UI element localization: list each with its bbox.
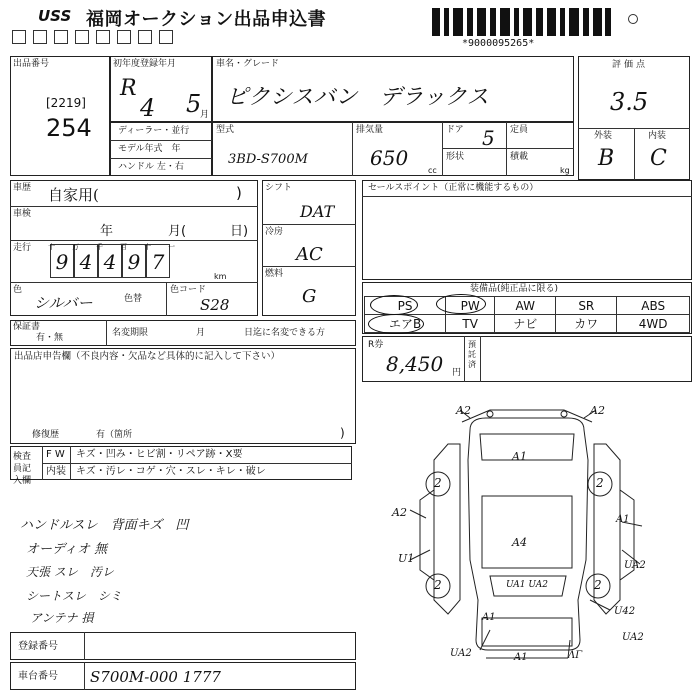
mileage-unit-mark: 十 [144,243,151,251]
damage-mark: UA2 [450,648,472,659]
exterior-grade: B [598,146,615,171]
first-reg-month: 5 [186,90,202,118]
small-box [12,30,26,44]
handle-row: ハンドル 左・右 [118,162,184,172]
recycle-value: 8,450 [386,352,444,376]
color-value: シルバー [34,294,93,312]
damage-mark: U1 [398,552,415,565]
door-value: 5 [482,126,495,150]
repair-value: 有（箇所 [96,430,133,440]
reg-label: 登録番号 [18,641,58,652]
circle-ps [370,295,418,315]
damage-mark: A2 [392,506,407,519]
mileage-digit: 4 [74,244,98,278]
equipment-item: SR [556,297,617,315]
damage-mark: A2 [456,404,471,417]
equipment-item: エアB [365,315,446,333]
car-damage-diagram [390,400,690,668]
inspector-label: 検査員記入欄 [13,452,32,486]
name-change-month: 月 [196,328,206,338]
equipment-item: ABS [617,297,690,315]
color-code-value: S28 [200,296,230,314]
model-value: 3BD-S700M [228,152,308,167]
inspector-row1-head: F W [46,449,65,460]
damage-mark: U42 [614,606,636,617]
note-line: ハンドルスレ 背面キズ 凹 [20,518,189,533]
damage-mark: UA1 UA2 [506,580,548,590]
inspector-row1: キズ・凹み・ヒビ割・リペア跡・X要 [76,449,243,460]
mileage-unit-mark: 万 [72,243,79,251]
shift-value: DAT [300,202,335,221]
note-line: オーディオ 無 [26,542,108,557]
equipment-item: ナビ [495,315,556,333]
inspector-row2-head: 内装 [46,466,66,477]
grade-value: 3.5 [610,88,649,116]
brand-logo: USS [38,7,72,25]
inspection-day: 日) [230,224,249,239]
chassis-value: S700M-000 1777 [90,668,221,686]
circle-airbag [368,314,424,334]
form-title: 福岡オークション出品申込書 [86,9,327,30]
lot-number-label: 出品番号 [13,59,50,69]
displacement-label: 排気量 [356,125,384,135]
usage-label: 車歴 [13,183,32,193]
displacement-unit: cc [428,166,437,175]
grade-label: 評価点 [612,60,649,70]
dealer-row: ディーラー・並行 [118,126,190,136]
barcode [432,8,612,38]
name-change-note: 日迄に名変できる方 [244,328,326,338]
car-name-value: ピクシスバン デラックス [226,85,489,110]
circle-pw [436,294,486,314]
inspector-row2: キズ・汚レ・コゲ・穴・スレ・キレ・破レ [76,466,266,477]
mileage-digit: 9 [50,244,74,278]
door-label: ドア [446,125,464,135]
sales-point-label: セールスポイント（正常に機能するもの） [368,183,539,193]
repair-close: ) [340,426,345,440]
recycle-unit: 円 [452,368,462,378]
damage-mark: 2 [596,476,604,490]
ac-value: AC [296,244,323,265]
equipment-label: 装備品(純正品に限る) [470,284,559,294]
small-box [138,30,152,44]
usage-value: 自家用( [48,186,99,204]
equipment-item: PS [365,297,446,315]
first-reg-era: R [120,76,137,101]
interior-label: 内装 [648,131,667,141]
seller-label: 出品店申告欄（不良内容・欠品など具体的に記入して下さい） [14,351,281,362]
inspection-year: 年 [100,224,114,239]
load-kg: kg [560,166,570,175]
mileage-unit-mark: 一 [168,243,175,251]
owner-value: 有・無 [36,333,64,343]
mileage-digit: 7 [146,244,170,278]
repair-label: 修復歴 [32,430,60,440]
note-line: 天張 スレ 汚レ [26,565,114,579]
mileage-unit: km [214,272,227,281]
damage-mark: 2 [434,476,442,490]
barcode-number: *9000095265* [462,38,535,49]
mileage-digit: 9 [122,244,146,278]
recycle-label: R券 [368,340,384,350]
seller-box [10,348,356,444]
exterior-label: 外装 [594,131,613,141]
equipment-item: AW [495,297,556,315]
ac-label: 冷房 [265,227,284,237]
mileage-unit-mark: 十 [48,243,55,251]
color-change-label: 色替 [124,294,143,304]
corner-mark [628,14,638,24]
small-box [33,30,47,44]
interior-grade: C [650,146,667,171]
load-label: 積載 [510,152,529,162]
capacity-label: 定員 [510,125,529,135]
displacement-value: 650 [370,146,409,170]
inspection-label: 車検 [13,209,32,219]
mileage-digit: 4 [98,244,122,278]
small-box [117,30,131,44]
damage-mark: A1 [616,514,630,525]
mileage-label: 走行 [13,243,32,253]
damage-mark: A1 [514,652,528,663]
small-box [159,30,173,44]
equipment-item: カワ [556,315,617,333]
damage-mark: 2 [594,578,602,592]
equipment-item: 4WD [617,315,690,333]
inspection-month: 月( [168,224,187,239]
small-box [75,30,89,44]
damage-mark: A1 [512,450,527,463]
note-line: アンテナ 損 [30,611,94,625]
reg-box [10,632,356,660]
damage-mark: A1 [482,612,496,623]
lot-bracket-number: [2219] [46,96,86,110]
damage-mark: A2 [590,404,605,417]
model-label: 型式 [216,125,235,135]
recycle-deposit-label: 預託済 [468,340,476,369]
small-box [96,30,110,44]
damage-mark: ΛΓ [568,650,583,661]
name-change-label: 名変期限 [112,328,149,338]
damage-mark: UA2 [624,560,646,571]
mileage-unit-mark: 千 [96,243,103,251]
damage-mark: A4 [512,536,527,549]
fuel-label: 燃料 [265,269,284,279]
fuel-value: G [302,286,317,307]
mileage-unit-mark: 百 [120,243,127,251]
equipment-item: PW [446,297,495,315]
damage-mark: 2 [434,578,442,592]
lot-number-value: 254 [46,114,92,142]
damage-mark: UA2 [622,632,644,643]
sales-point-box [362,180,692,280]
first-reg-month-unit: 月 [200,110,210,120]
shift-label: シフト [265,183,293,193]
color-code-label: 色コード [170,285,207,295]
model-year-row: モデル年式 年 [118,144,181,154]
shape-label: 形状 [446,152,465,162]
usage-close: ) [236,184,242,202]
equipment-item: TV [446,315,495,333]
car-name-label: 車名・グレード [216,59,280,69]
first-reg-label: 初年度登録年月 [113,59,177,69]
small-box [54,30,68,44]
note-line: シートスレ シミ [26,589,122,603]
chassis-label: 車台番号 [18,671,58,682]
first-reg-year: 4 [140,94,156,122]
owner-label: 保証書 [13,322,41,332]
color-label: 色 [13,285,23,295]
